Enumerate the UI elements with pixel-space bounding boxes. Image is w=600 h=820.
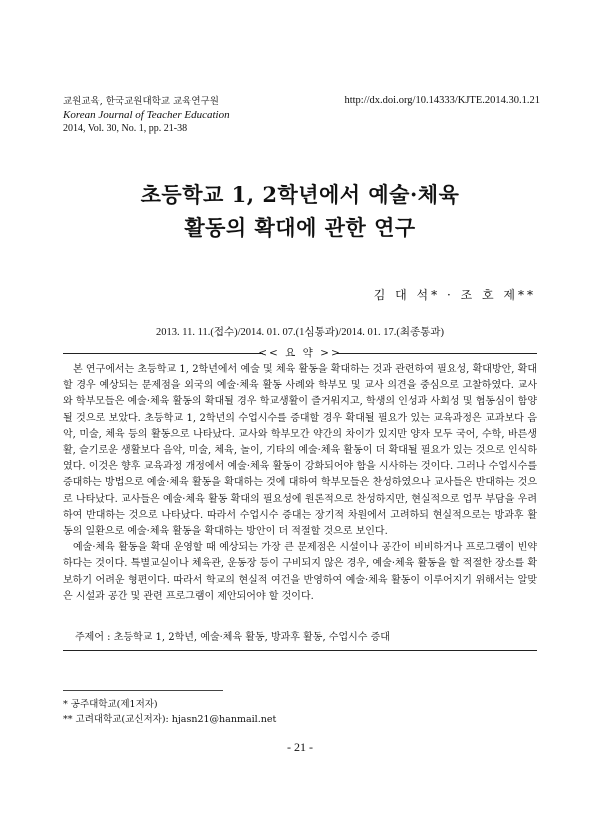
title-line-2: 활동의 확대에 관한 연구 — [184, 215, 416, 240]
abstract-heading — [63, 346, 537, 360]
publisher: 교원교육, 한국교원대학교 교육연구원 — [63, 96, 219, 107]
paper-title — [0, 178, 600, 244]
journal-header — [63, 95, 230, 136]
page-number: - 21 - — [287, 740, 313, 754]
authors: 김 대 석* · 조 호 제** — [373, 288, 536, 302]
abstract-heading-label: << 요 약 >> — [258, 347, 342, 359]
doi-link[interactable]: http://dx.doi.org/10.14333/KJTE.2014.30.1.21 — [344, 95, 540, 106]
title-line-1: 초등학교 1, 2학년에서 예술·체육 — [140, 182, 460, 207]
abstract-paragraph-1: 본 연구에서는 초등학교 1, 2학년에서 예술 및 체육 활동을 확대하는 것과 관련하여 필요성, 확대방안, 확대할 경우 예상되는 문제점을 외국의 예술·체육 활동 사례와 학부모 및 교사 의견을 중심으로 고찰하였다. 교사와 학부모들은 예술·체육 활동의 확대될 경우 학교생활이 즐거워지고, 학생의 인성과 사회성 및 협동심이 함양될 것으로 보았다. 초등학교 1, 2학년의 수업시수를 증대할 경우 확대될 필요가 있는 교육과정은 교과보다 음악, 미술, 체육 등의 활동으로 나타났다. 교사와 학부모간 약간의 차이가 있지만 양자 모두 국어, 수학, 바른생활, 슬기로운 생활보다 음악, 미술, 체육, 놀이, 기타의 예술·체육 활동이 더 확대될 필요가 있는 것으로 인식하였다. 이것은 향후 교육과정 개정에서 예술·체육 활동이 강화되어야 함을 시사하는 것이다. 그러나 수업시수를 증대하는 방법으로 예술·체육 활동을 확대하는 것에 대하여 학부모들은 찬성하였으나 교사들은 반대하는 것으로 나타났다. 교사들은 예술·체육 활동 확대의 필요성에 원론적으로 찬성하지만, 현실적으로 업무 부담을 우려하여 반대하는 것으로 나타났다. 따라서 수업시수 증대는 장기적 차원에서 고려하되 현실적으로는 방과후 활동의 일환으로 예술·체육 활동을 확대하는 방안이 더 적절할 것으로 보인다. — [63, 364, 537, 538]
review-dates: 2013. 11. 11.(접수)/2014. 01. 07.(1심통과)/2014. 01. 17.(최종통과) — [156, 327, 444, 338]
abstract-body — [63, 362, 537, 605]
footnote-1: * 공주대학교(제1저자) — [63, 699, 158, 710]
heading-rule-right — [337, 353, 537, 354]
abstract-bottom-rule — [63, 650, 537, 651]
keywords: 주제어 : 초등학교 1, 2학년, 예술·체육 활동, 방과후 활동, 수업시수 증대 — [75, 632, 390, 643]
abstract-paragraph-2: 예술·체육 활동을 확대 운영할 때 예상되는 가장 큰 문제점은 시설이나 공간이 비비하거나 프로그램이 빈약하다는 것이다. 특별교실이나 체육관, 운동장 등이 구비되지 않은 경우, 예술·체육 활동을 할 적절한 장소를 확보하기 어려운 형편이다. 따라서 학교의 현실적 여건을 반영하여 예술·체육 활동이 이루어지기 위해서는 알맞은 시설과 공간 및 관련 프로그램이 제안되어야 할 것이다. — [63, 542, 537, 602]
footnote-2: ** 고려대학교(교신저자): hjasn21@hanmail.net — [63, 714, 277, 725]
footnote-divider — [63, 690, 223, 691]
journal-name: Korean Journal of Teacher Education — [63, 108, 230, 121]
volume-info: 2014, Vol. 30, No. 1, pp. 21-38 — [63, 123, 188, 134]
